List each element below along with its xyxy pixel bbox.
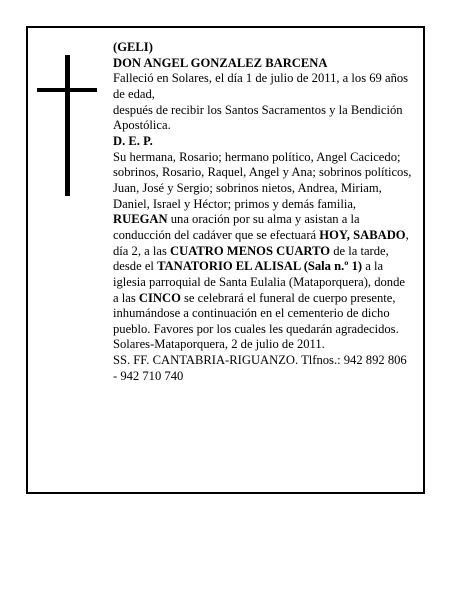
time-label: CUATRO MENOS CUARTO <box>170 243 331 258</box>
sacraments-statement: después de recibir los Santos Sacramentos y la Bendición Apostólica. <box>113 102 403 133</box>
cross-icon <box>65 55 70 196</box>
nickname: (GELI) <box>113 40 153 54</box>
tanatorio-label: TANATORIO EL ALISAL (Sala n.º 1) <box>157 259 363 274</box>
cross-icon-crossbar <box>37 88 97 92</box>
ruegan-label: RUEGAN <box>113 212 168 227</box>
funeral-request: RUEGAN una oración por su alma y asistan a la conducción del cadáver que se efectuará HOY, SABADO, día 2, a las CUATRO MENOS CUARTO de la tarde, desde el TANATORIO EL ALISAL (Sala n.º 1) a la iglesia parroquial de Santa Eulalia (Mataporquera), donde a las CINCO se celebrará el funeral de cuerpo presente, inhumándose a continuación en el cementerio de dicho pueblo. Favores por los cuales les quedarán agradecidos. <box>113 212 409 336</box>
dep-heading: D. E. P. <box>113 133 153 148</box>
death-statement: Falleció en Solares, el día 1 de julio de 2011, a los 69 años de edad, <box>113 71 409 101</box>
cinco-label: CINCO <box>138 290 181 305</box>
day-label: HOY, SABADO <box>319 227 406 242</box>
deceased-name: DON ANGEL GONZALEZ BARCENA <box>113 55 328 70</box>
place-date: Solares-Mataporquera, 2 de julio de 2011. <box>113 337 325 352</box>
funeral-services: SS. FF. CANTABRIA-RIGUANZO. Tlfnos.: 942 892 806 - 942 710 740 <box>113 353 407 383</box>
family-list: Su hermana, Rosario; hermano político, Angel Cacicedo; sobrinos, Rosario, Raquel, Angel y Ana; sobrinos políticos, Juan, José y Sergio; sobrinos nietos, Andrea, Miriam, Daniel, Israel y Héctor; primos y demás familia, <box>113 149 412 211</box>
obituary-text <box>113 40 413 384</box>
